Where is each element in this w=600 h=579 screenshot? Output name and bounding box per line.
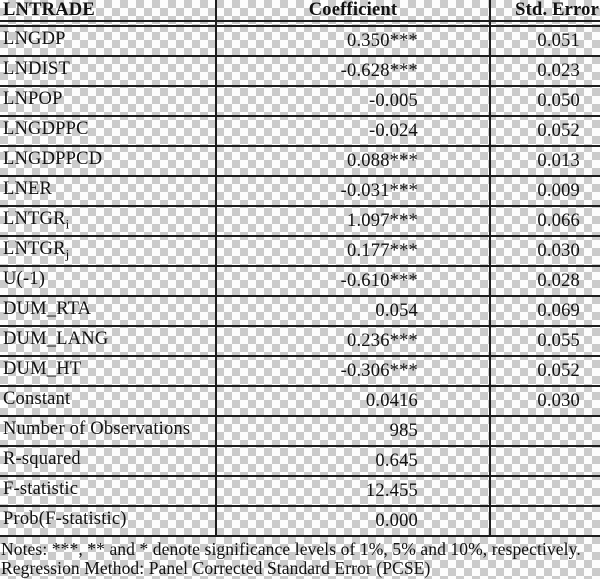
row-label-subscript: j [65, 246, 70, 262]
coefficient-value: -0.031*** [340, 180, 418, 201]
table-row [0, 507, 600, 537]
table-header-row [0, 0, 600, 20]
column-divider-1 [215, 0, 217, 537]
table-body [0, 27, 600, 537]
table-row [0, 387, 600, 417]
row-label: DUM_RTA [3, 299, 92, 320]
col-header-coefficient: Coefficient [308, 0, 398, 20]
table-row [0, 357, 600, 387]
coefficient-value: -0.610*** [340, 270, 418, 291]
row-label: DUM_LANG [3, 329, 109, 350]
stderr-value: 0.069 [537, 300, 580, 321]
coefficient-value: -0.628*** [340, 60, 418, 81]
stderr-value: 0.052 [537, 120, 580, 141]
column-divider-2 [489, 0, 491, 537]
coefficient-value: 0.0416 [365, 390, 418, 411]
row-label: Prob(F-statistic) [3, 509, 127, 530]
stderr-value: 0.009 [537, 180, 580, 201]
coefficient-value: 0.054 [375, 300, 418, 321]
row-label: LNPOP [3, 89, 63, 110]
row-label: DUM_HT [3, 359, 82, 380]
stderr-value: 0.052 [537, 360, 580, 381]
table-row [0, 447, 600, 477]
stderr-value: 0.013 [537, 150, 580, 171]
coefficient-value: 12.455 [365, 480, 418, 501]
coefficient-value: 0.177*** [347, 240, 418, 261]
stderr-value: 0.023 [537, 60, 580, 81]
coefficient-value: 1.097*** [347, 210, 418, 231]
table-row [0, 327, 600, 357]
row-label: R-squared [3, 449, 81, 470]
table-row [0, 207, 600, 237]
stderr-value: 0.030 [537, 390, 580, 411]
table-notes [0, 540, 600, 578]
table-row [0, 297, 600, 327]
coefficient-value: 0.645 [375, 450, 418, 471]
row-label: U(-1) [3, 269, 46, 290]
stderr-value: 0.055 [537, 330, 580, 351]
row-label: F-statistic [3, 479, 79, 500]
row-label: $LNTGR_i$ [3, 209, 70, 232]
stderr-value: 0.066 [537, 210, 580, 231]
table-row [0, 117, 600, 147]
coefficient-value: 985 [389, 420, 418, 441]
table-row [0, 267, 600, 297]
row-label-subscript: i [65, 216, 70, 232]
row-label: LNGDPPCD [3, 149, 103, 170]
stderr-value: 0.050 [537, 90, 580, 111]
coefficient-value: -0.005 [369, 90, 418, 111]
coefficient-value: 0.000 [375, 510, 418, 531]
stderr-value: 0.030 [537, 240, 580, 261]
row-label: Constant [3, 389, 71, 410]
row-label: LNGDP [3, 29, 66, 50]
coefficient-value: -0.024 [369, 120, 418, 141]
table-row [0, 477, 600, 507]
col-header-variable: LNTRADE [3, 0, 95, 20]
table-row [0, 237, 600, 267]
coefficient-value: 0.350*** [347, 30, 418, 51]
table-row [0, 177, 600, 207]
table-row [0, 87, 600, 117]
coefficient-value: 0.088*** [347, 150, 418, 171]
row-label: LNDIST [3, 59, 70, 80]
row-label: LNER [3, 179, 53, 200]
col-header-stderror: Std. Error [515, 0, 599, 20]
table-row [0, 147, 600, 177]
row-label: $LNTGR_j$ [3, 239, 70, 262]
stderr-value: 0.028 [537, 270, 580, 291]
stderr-value: 0.051 [537, 30, 580, 51]
note-line-significance: Notes: ***, ** and * denote significance levels of 1%, 5% and 10%, respectively. [1, 539, 581, 559]
table-row [0, 27, 600, 57]
row-label: Number of Observations [3, 419, 191, 440]
coefficient-value: -0.306*** [340, 360, 418, 381]
header-double-rule [0, 20, 600, 27]
row-label: LNGDPPC [3, 119, 89, 140]
note-line-method: Regression Method: Panel Corrected Standard Error (PCSE) [1, 558, 431, 578]
coefficient-value: 0.236*** [347, 330, 418, 351]
table-row [0, 417, 600, 447]
table-row [0, 57, 600, 87]
